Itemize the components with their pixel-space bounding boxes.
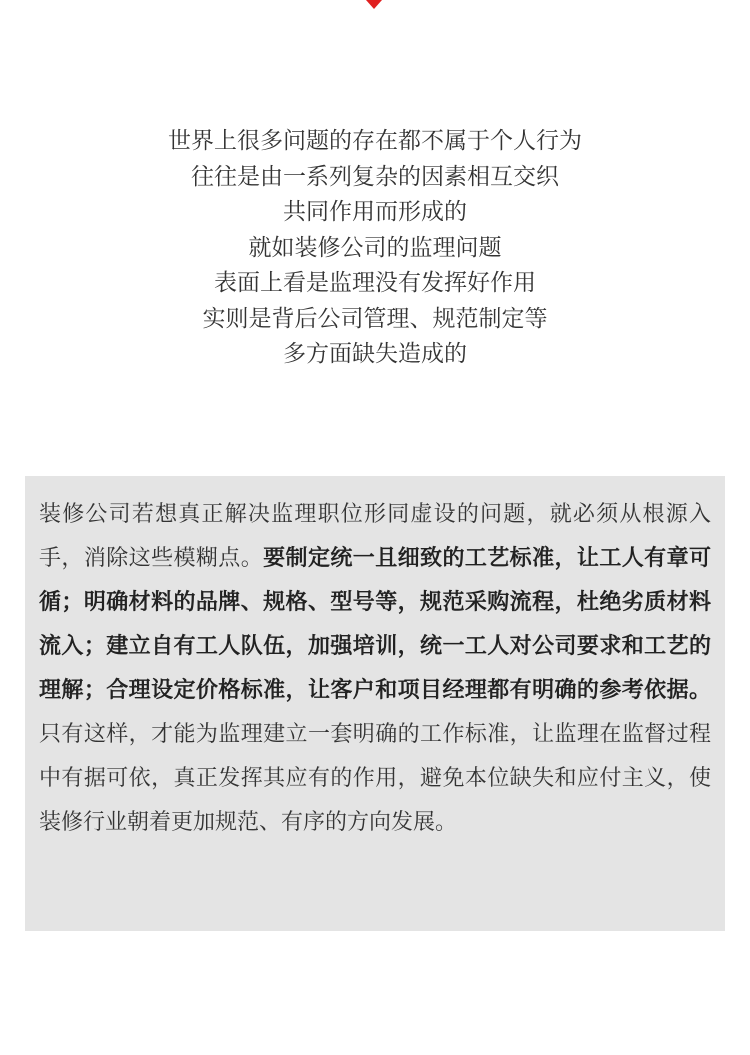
intro-line: 实则是背后公司管理、规范制定等 (202, 305, 548, 332)
intro-line: 共同作用而形成的 (283, 199, 467, 225)
intro-line: 表面上看是监理没有发挥好作用 (214, 270, 536, 296)
summary-text-regular: 装修公司若想真正解决监理职位形同虚设的问题，就必须从根源入手，消除这些模糊点。 (39, 502, 711, 571)
intro-line: 就如装修公司的监理问题 (248, 234, 502, 261)
intro-line: 多方面缺失造成的 (283, 341, 467, 367)
summary-text-bold: 要制定统一且细致的工艺标准，让工人有章可循；明确材料的品牌、规格、型号等，规范采购流程，杜绝劣质材料流入；建立自有工人队伍，加强培训，统一工人对公司要求和工艺的理解；合理设定价格标准，让客户和项目经理都有明确的参考依据。 (39, 546, 711, 703)
summary-text-regular-end: 只有这样，才能为监理建立一套明确的工作标准，让监理在监督过程中有据可依，真正发挥其应有的作用，避免本位缺失和应付主义，使装修行业朝着更加规范、有序的方向发展。 (39, 722, 711, 835)
down-arrow-icon (366, 0, 382, 9)
intro-line: 往往是由一系列复杂的因素相互交织 (191, 163, 559, 190)
intro-line: 世界上很多问题的存在都不属于个人行为 (168, 128, 582, 154)
summary-paragraph (39, 493, 711, 845)
intro-text-block (0, 124, 750, 373)
summary-box (25, 476, 725, 931)
